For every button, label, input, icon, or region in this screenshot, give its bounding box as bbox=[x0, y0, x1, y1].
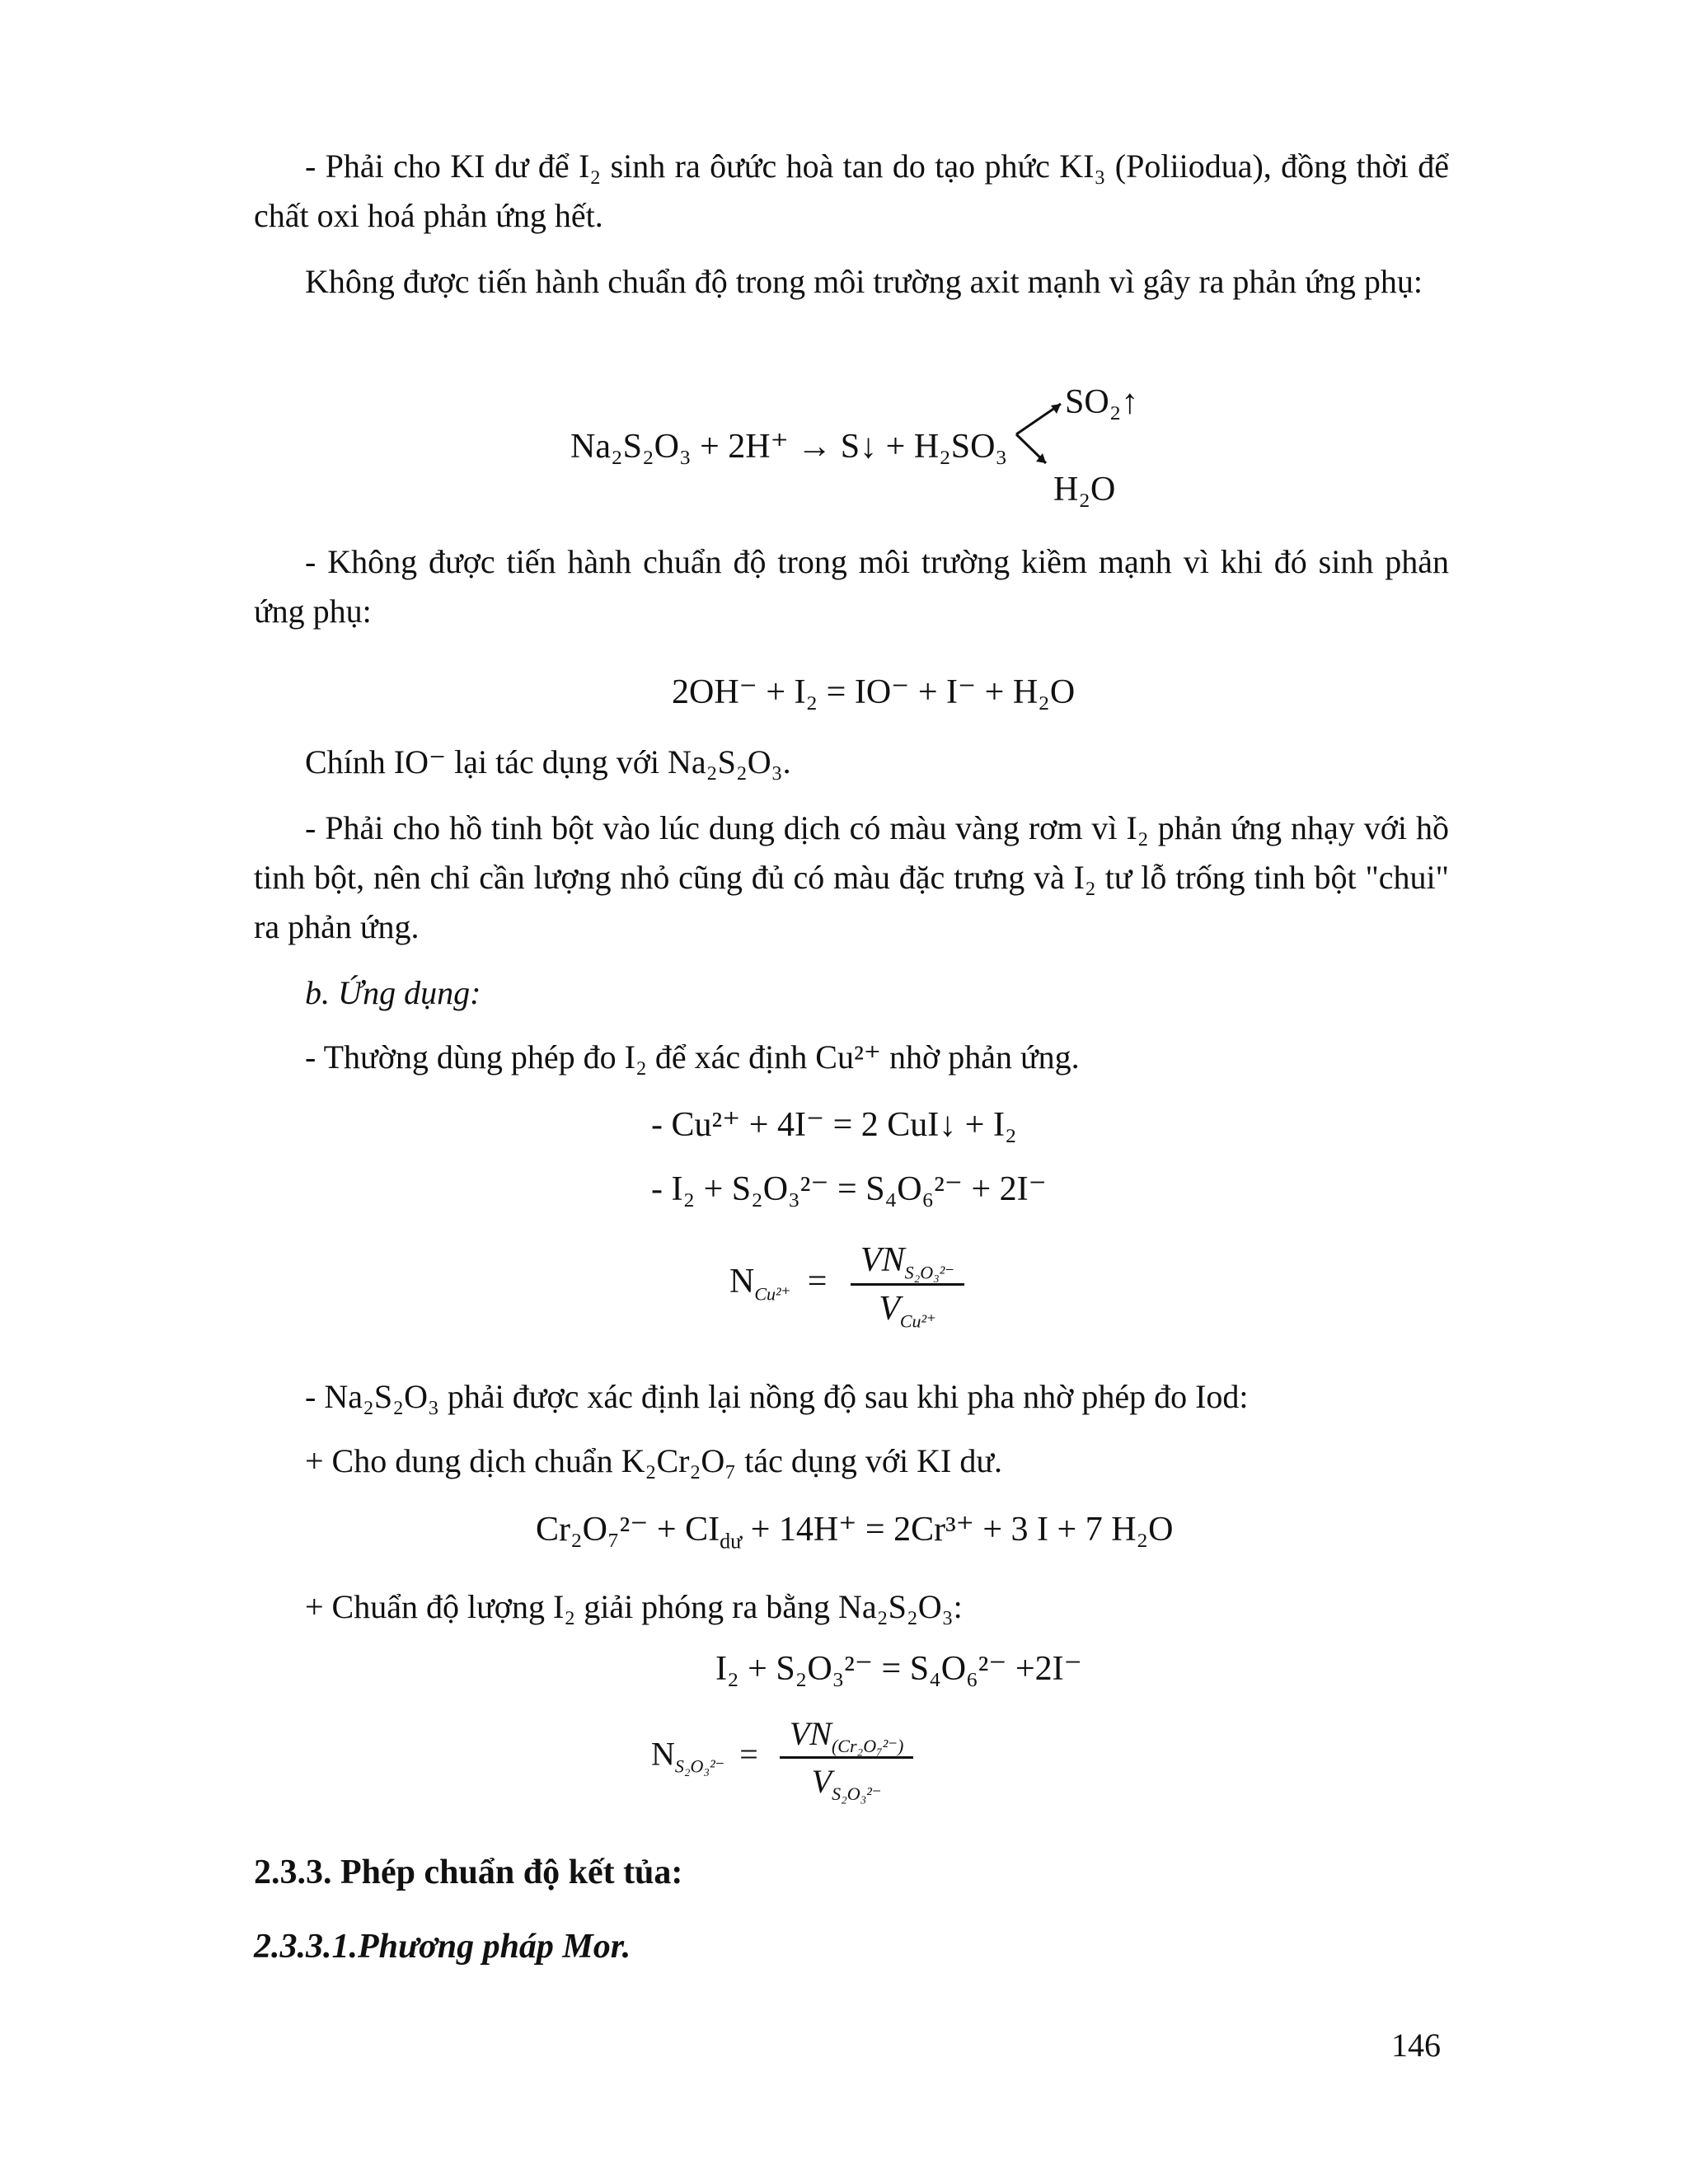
fraction: $\frac{VN_{(Cr_2O_7^{2-})}}{V_{S_2O_3^{2-}}}$ bbox=[780, 1714, 913, 1801]
paragraph-ki-excess: - Phải cho KI dư để I₂ sinh ra ôưức hoà tan do tạo phức KI₃ (Poliiodua), đồng thời để chất oxi hoá phản ứng hết. bbox=[254, 148, 1449, 234]
paragraph-base-warning: - Không được tiến hành chuẩn độ trong môi trường kiềm mạnh vì khi đó sinh phản ứng phụ: bbox=[254, 543, 1449, 630]
equation-iodine-thiosulfate: - I₂ + S₂O₃²⁻ = S₄O₆²⁻ + 2I⁻ bbox=[651, 1170, 1047, 1208]
section-b-heading: b. Ứng dụng: bbox=[305, 974, 481, 1011]
equation-dichromate-iodide: $Cr_2O_7^{2-} + CI_{dư} + 14H^+ = 2Cr^{3+} + 3$ I + 7 H₂O bbox=[536, 1511, 1174, 1554]
branch-arrows-icon bbox=[1010, 397, 1076, 471]
paragraph-starch: - Phải cho hồ tinh bột vào lúc dung dịch có màu vàng rơm vì I₂ phản ứng nhạy với hồ tinh bột, nên chỉ cần lượng nhỏ cũng đủ có màu đặc trưng và I₂ tư lỗ trống tinh bột "chui" ra phản ứng. bbox=[254, 809, 1449, 945]
paragraph-io-reacts: Chính IO⁻ lại tác dụng với Na₂S₂O₃. bbox=[305, 743, 791, 780]
equation-base-side-reaction: 2OH⁻ + I₂ = IO⁻ + I⁻ + H₂O bbox=[672, 673, 1076, 711]
formula-normality-thiosulfate: $N_{S_2O_3^{2-}}$ = $\frac{VN_{(Cr_2O_7^{2-})}}{V_{S_2O_3^{2-}}}$ bbox=[651, 1714, 920, 1801]
section-heading-precipitation: 2.3.3. Phép chuẩn độ kết tủa: bbox=[254, 1854, 683, 1891]
equation-branch-so2: SO₂↑ bbox=[1065, 383, 1139, 421]
equation-iodine-thiosulfate-2: I₂ + S₂O₃²⁻ = S₄O₆²⁻ +2I⁻ bbox=[715, 1650, 1082, 1688]
equation-cu-iodide: - Cu²⁺ + 4I⁻ = 2 CuI↓ + I₂ bbox=[651, 1106, 1017, 1144]
paragraph-thiosulfate-standardize: - Na₂S₂O₃ phải được xác định lại nồng độ sau khi pha nhờ phép đo Iod: bbox=[305, 1378, 1249, 1415]
paragraph-titrate-iodine: + Chuẩn độ lượng I₂ giải phóng ra bằng Na₂S₂O₃: bbox=[305, 1588, 963, 1625]
fraction: $\frac{VN_{S_2O_3^{2-}}}{V_{Cu^{2+}}}$ bbox=[851, 1240, 964, 1329]
equation-main: Na₂S₂O₃ + 2H⁺ → S↓ + H₂SO₃ bbox=[570, 428, 1008, 466]
formula-normality-cu: $N_{Cu^{2+}}$ = $\frac{VN_{S_2O_3^{2-}}}{V_{Cu^{2+}}}$ bbox=[729, 1240, 971, 1329]
paragraph-dichromate: + Cho dung dịch chuẩn K₂Cr₂O₇ tác dụng với KI dư. bbox=[305, 1442, 1002, 1479]
equation-branch-h2o: H₂O bbox=[1053, 471, 1116, 509]
subsection-heading-mor: 2.3.3.1.Phương pháp Mor. bbox=[254, 1928, 631, 1966]
paragraph-cu-determination: - Thường dùng phép đo I₂ để xác định Cu²⁺ nhờ phản ứng. bbox=[305, 1038, 1080, 1076]
paragraph-acid-warning: Không được tiến hành chuẩn độ trong môi trường axit mạnh vì gây ra phản ứng phụ: bbox=[305, 263, 1423, 300]
page-number: 146 bbox=[1391, 2027, 1441, 2064]
